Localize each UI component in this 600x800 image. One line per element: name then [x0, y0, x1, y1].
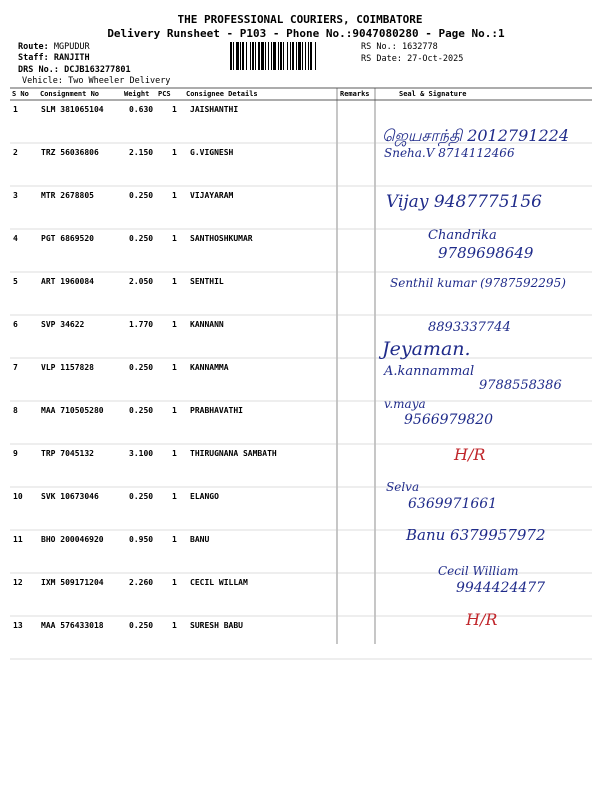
barcode-bar: [240, 42, 241, 70]
pcs-cell: 1: [172, 148, 177, 157]
staff-value: RANJITH: [53, 53, 90, 63]
consignment-cell: PGT 6869520: [41, 234, 94, 243]
vehicle-label: Vehicle:: [22, 76, 63, 86]
rs-no-line: [361, 42, 438, 52]
pcs-cell: 1: [172, 277, 177, 286]
barcode-bar: [268, 42, 269, 70]
consignment-cell: TRP 7045132: [41, 449, 94, 458]
signature-row-6-phone: 8893337744: [428, 320, 511, 335]
weight-cell: 0.950: [129, 535, 154, 544]
barcode-bar: [302, 42, 303, 70]
runsheet-subtitle: Delivery Runsheet - P103 - Phone No.:9047080280 - Page No.:1: [107, 27, 505, 40]
sno-cell: 7: [13, 363, 18, 372]
barcode-bar: [261, 42, 264, 70]
col-header-weight: Weight: [124, 90, 150, 98]
staff-label: Staff:: [18, 53, 49, 63]
weight-cell: 2.260: [129, 578, 154, 587]
weight-cell: 0.250: [129, 406, 154, 415]
signature-row-10-name: Selva: [386, 480, 420, 494]
sno-cell: 6: [13, 320, 18, 329]
route-value: MGPUDUR: [53, 42, 90, 52]
signature-row-4-phone: 9789698649: [438, 244, 534, 262]
barcode-bar: [308, 42, 309, 70]
consignment-cell: VLP 1157828: [41, 363, 94, 372]
barcode-bar: [273, 42, 276, 70]
signature-row-12-name: Cecil William: [438, 564, 519, 578]
barcode-bar: [298, 42, 301, 70]
runsheet-title: THE PROFESSIONAL COURIERS, COIMBATORE: [177, 13, 423, 26]
consignment-cell: SVK 10673046: [41, 492, 99, 501]
signature-row-10-phone: 6369971661: [408, 496, 498, 512]
pcs-cell: 1: [172, 621, 177, 630]
signature-row-6-name: Jeyaman.: [382, 338, 471, 360]
consignee-cell: SANTHOSHKUMAR: [190, 234, 253, 243]
consignee-cell: THIRUGNANA SAMBATH: [190, 449, 277, 458]
signature-row-7-name: A.kannammal: [384, 364, 475, 379]
pcs-cell: 1: [172, 320, 177, 329]
consignment-cell: MAA 576433018: [41, 621, 104, 630]
col-header-remarks: Remarks: [340, 90, 370, 98]
sno-cell: 2: [13, 148, 18, 157]
weight-cell: 0.250: [129, 492, 154, 501]
rs-date-line: [361, 54, 463, 64]
rs-no-label: RS No.:: [361, 42, 397, 52]
barcode-bar: [305, 42, 306, 70]
consignee-cell: VIJAYARAM: [190, 191, 234, 200]
weight-cell: 0.250: [129, 621, 154, 630]
weight-cell: 1.770: [129, 320, 154, 329]
signature-row-2: Sneha.V 8714112466: [384, 146, 515, 160]
barcode-bar: [258, 42, 260, 70]
sno-cell: 10: [13, 492, 23, 501]
weight-cell: 0.250: [129, 191, 154, 200]
col-header-consignment: Consignment No: [40, 90, 100, 98]
barcode-bar: [265, 42, 266, 70]
consignment-cell: IXM 509171204: [41, 578, 104, 587]
barcode-bar: [252, 42, 254, 70]
barcode-bar: [250, 42, 251, 70]
pcs-cell: 1: [172, 363, 177, 372]
pcs-cell: 1: [172, 535, 177, 544]
consignee-cell: SENTHIL: [190, 277, 224, 286]
drs-value: DCJB163277801: [64, 65, 131, 75]
sno-cell: 12: [13, 578, 23, 587]
signature-row-4-name: Chandrika: [428, 228, 497, 243]
signature-row-12-phone: 9944424477: [456, 580, 546, 596]
weight-cell: 2.150: [129, 148, 154, 157]
barcode-bar: [310, 42, 312, 70]
consignee-cell: JAISHANTHI: [190, 105, 239, 114]
pcs-cell: 1: [172, 449, 177, 458]
signature-row-1: ஜெயசாந்தி 2012791224: [382, 126, 569, 145]
barcode-bar: [233, 42, 234, 70]
barcode-bar: [283, 42, 284, 70]
barcode-bar: [315, 42, 316, 70]
consignment-cell: MTR 2678805: [41, 191, 94, 200]
vehicle-value: Two Wheeler Delivery: [68, 76, 171, 86]
signature-row-5: Senthil kumar (9787592295): [390, 276, 566, 290]
barcode-bar: [287, 42, 288, 70]
barcode-bar: [271, 42, 272, 70]
weight-cell: 0.250: [129, 234, 154, 243]
rs-date-label: RS Date:: [361, 54, 402, 64]
sno-cell: 5: [13, 277, 18, 286]
signature-row-11: Banu 6379957972: [406, 526, 546, 544]
weight-cell: 2.050: [129, 277, 154, 286]
signature-row-8-name: v.maya: [384, 397, 426, 411]
barcode-bar: [236, 42, 239, 70]
consignee-cell: ELANGO: [190, 492, 219, 501]
consignee-cell: KANNAMMA: [190, 363, 229, 372]
drs-line: [18, 65, 131, 75]
consignment-cell: MAA 710505280: [41, 406, 104, 415]
pcs-cell: 1: [172, 191, 177, 200]
barcode-bar: [246, 42, 247, 70]
weight-cell: 0.630: [129, 105, 154, 114]
barcode-bar: [292, 42, 294, 70]
consignee-cell: KANNANN: [190, 320, 224, 329]
pcs-cell: 1: [172, 406, 177, 415]
pcs-cell: 1: [172, 105, 177, 114]
consignee-cell: BANU: [190, 535, 210, 544]
consignee-cell: PRABHAVATHI: [190, 406, 243, 415]
vehicle-line: [22, 76, 170, 86]
signature-row-8-phone: 9566979820: [404, 412, 494, 428]
route-label: Route:: [18, 42, 49, 52]
signature-row-3: Vijay 9487775156: [386, 192, 542, 212]
consignment-cell: ART 1960084: [41, 277, 94, 286]
pcs-cell: 1: [172, 492, 177, 501]
sno-cell: 1: [13, 105, 18, 114]
rs-date-value: 27-Oct-2025: [407, 54, 464, 64]
col-header-consignee: Consignee Details: [186, 90, 258, 98]
rs-no-value: 1632778: [401, 42, 438, 52]
sno-cell: 4: [13, 234, 18, 243]
consignment-cell: BHO 200046920: [41, 535, 104, 544]
signature-row-7-phone: 9788558386: [479, 378, 562, 393]
pcs-cell: 1: [172, 234, 177, 243]
drs-label: DRS No.:: [18, 65, 59, 75]
barcode-bar: [296, 42, 297, 70]
consignee-cell: CECIL WILLAM: [190, 578, 248, 587]
signature-row-9-hr: H/R: [454, 445, 486, 464]
col-header-sno: S No: [12, 90, 29, 98]
consignment-cell: SLM 381065104: [41, 105, 104, 114]
barcode-bar: [255, 42, 256, 70]
barcode-bar: [280, 42, 282, 70]
sno-cell: 3: [13, 191, 18, 200]
barcode-bar: [290, 42, 291, 70]
sno-cell: 9: [13, 449, 18, 458]
barcode-bar: [230, 42, 232, 70]
route-line: [18, 42, 90, 52]
runsheet-barcode: [230, 42, 358, 70]
barcode-bar: [278, 42, 279, 70]
col-header-pcs: PCS: [158, 90, 171, 98]
consignment-cell: TRZ 56036806: [41, 148, 99, 157]
col-header-signature: Seal & Signature: [399, 90, 467, 98]
barcode-bar: [242, 42, 244, 70]
consignment-cell: SVP 34622: [41, 320, 85, 329]
signature-row-13-hr: H/R: [466, 610, 498, 629]
weight-cell: 3.100: [129, 449, 154, 458]
pcs-cell: 1: [172, 578, 177, 587]
weight-cell: 0.250: [129, 363, 154, 372]
sno-cell: 13: [13, 621, 23, 630]
consignee-cell: G.VIGNESH: [190, 148, 234, 157]
sno-cell: 8: [13, 406, 18, 415]
sno-cell: 11: [13, 535, 23, 544]
staff-line: [18, 53, 90, 63]
consignee-cell: SURESH BABU: [190, 621, 243, 630]
